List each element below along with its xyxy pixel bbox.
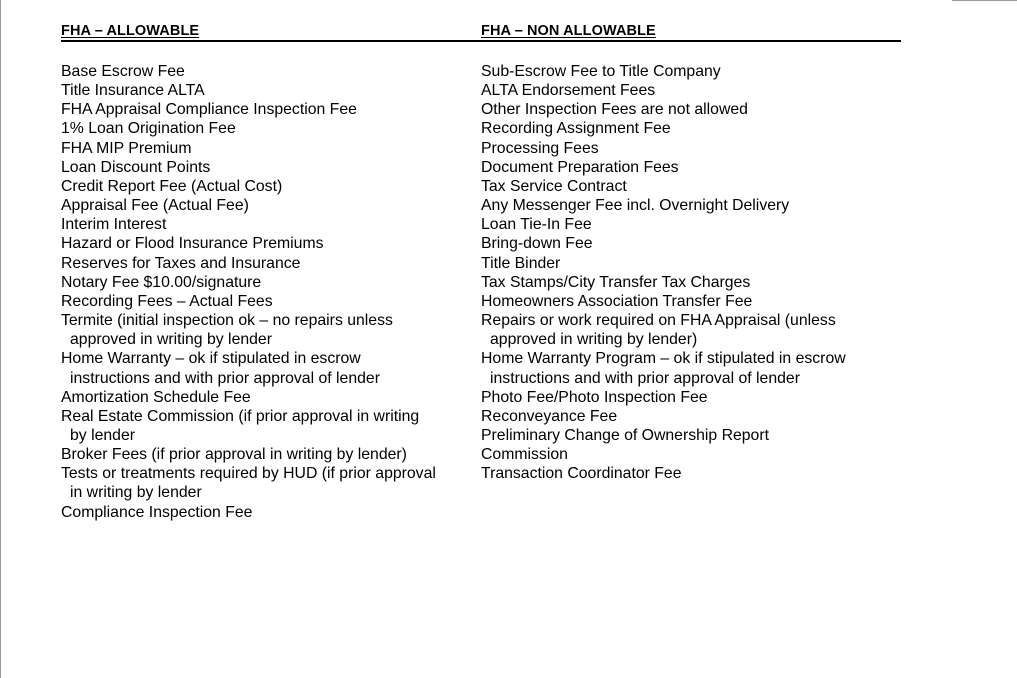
fee-item-continuation: in writing by lender <box>70 484 202 502</box>
fee-item <box>61 503 436 522</box>
fee-item <box>61 311 436 349</box>
non-allowable-fee-list <box>481 62 846 483</box>
fee-item-continuation: approved in writing by lender) <box>490 331 698 349</box>
fee-item <box>481 215 846 234</box>
allowable-fee-list <box>61 62 436 522</box>
fee-item-text: Credit Report Fee (Actual Cost) <box>61 177 283 195</box>
fee-item <box>61 100 436 119</box>
fee-item <box>481 254 846 273</box>
fee-item <box>481 445 846 464</box>
fee-item-text: Tax Service Contract <box>481 177 627 195</box>
fee-item <box>61 215 436 234</box>
fee-item <box>61 158 436 177</box>
fee-item <box>481 234 846 253</box>
fee-item <box>481 349 846 387</box>
fee-item-text: Title Binder <box>481 254 561 272</box>
fee-item <box>481 273 846 292</box>
fee-item <box>61 177 436 196</box>
allowable-heading: FHA – ALLOWABLE <box>61 23 200 39</box>
fee-item <box>61 81 436 100</box>
fee-item-text: Bring-down Fee <box>481 235 593 253</box>
fee-item <box>61 273 436 292</box>
fee-item <box>481 292 846 311</box>
fee-item-text: Sub-Escrow Fee to Title Company <box>481 63 721 80</box>
fee-item-text: Termite (initial inspection ok – no repairs unless <box>61 312 393 330</box>
fee-item-text: Commission <box>481 446 568 464</box>
fee-item <box>61 254 436 273</box>
fee-item-text: FHA Appraisal Compliance Inspection Fee <box>61 101 357 119</box>
fee-item <box>61 62 436 81</box>
fee-item-text: ALTA Endorsement Fees <box>481 82 656 100</box>
fee-item-text: Homeowners Association Transfer Fee <box>481 292 753 310</box>
fee-item <box>481 407 846 426</box>
fee-item-text: Processing Fees <box>481 139 599 157</box>
header-rule <box>61 40 901 42</box>
fee-item <box>61 464 436 502</box>
fee-item-text: Any Messenger Fee incl. Overnight Delivery <box>481 197 790 215</box>
fee-item-continuation: instructions and with prior approval of lender <box>70 369 380 387</box>
fee-item-text: Interim Interest <box>61 216 167 234</box>
fee-item-text: Photo Fee/Photo Inspection Fee <box>481 388 708 406</box>
page-edge-top <box>952 0 1017 1</box>
fee-item-continuation: by lender <box>70 426 135 444</box>
fee-item-text: Compliance Inspection Fee <box>61 503 253 521</box>
fee-item <box>61 196 436 215</box>
non-allowable-heading: FHA – NON ALLOWABLE <box>481 23 656 39</box>
fee-item <box>61 388 436 407</box>
fee-item-continuation: approved in writing by lender <box>70 331 272 349</box>
fee-item-text: Loan Tie-In Fee <box>481 216 592 234</box>
fee-item <box>481 81 846 100</box>
fee-item <box>481 158 846 177</box>
fee-item-text: Reconveyance Fee <box>481 407 618 425</box>
fee-item-text: Loan Discount Points <box>61 158 211 176</box>
fee-item-text: Real Estate Commission (if prior approval in writing <box>61 407 420 425</box>
page-edge-left <box>0 0 1 678</box>
fee-item <box>481 464 846 483</box>
fee-item-text: Home Warranty – ok if stipulated in escrow <box>61 350 361 368</box>
fee-item <box>61 234 436 253</box>
fee-item <box>481 177 846 196</box>
fee-item <box>61 292 436 311</box>
fee-item-text: FHA MIP Premium <box>61 139 192 157</box>
fee-item-text: Repairs or work required on FHA Appraisal (unless <box>481 312 836 330</box>
fee-item-text: Base Escrow Fee <box>61 63 185 80</box>
fee-item-text: Tax Stamps/City Transfer Tax Charges <box>481 273 751 291</box>
fee-item-text: Home Warranty Program – ok if stipulated in escrow <box>481 350 846 368</box>
fee-item <box>481 426 846 445</box>
fee-item-text: Reserves for Taxes and Insurance <box>61 254 301 272</box>
fee-item <box>61 445 436 464</box>
fee-item <box>481 196 846 215</box>
fee-item <box>61 119 436 138</box>
fee-item <box>481 388 846 407</box>
fee-item-text: Recording Fees – Actual Fees <box>61 292 273 310</box>
fee-item-text: Notary Fee $10.00/signature <box>61 273 262 291</box>
fee-item-text: Transaction Coordinator Fee <box>481 465 682 483</box>
fee-item <box>61 349 436 387</box>
fee-item-text: 1% Loan Origination Fee <box>61 120 236 138</box>
fee-item <box>481 139 846 158</box>
fee-item <box>481 100 846 119</box>
fee-item-text: Broker Fees (if prior approval in writing by lender) <box>61 446 407 464</box>
fee-item <box>481 311 846 349</box>
fee-item-text: Document Preparation Fees <box>481 158 679 176</box>
fee-item-text: Preliminary Change of Ownership Report <box>481 426 769 444</box>
fee-item <box>481 119 846 138</box>
fee-item-text: Amortization Schedule Fee <box>61 388 251 406</box>
fee-item-text: Tests or treatments required by HUD (if prior approval <box>61 465 436 483</box>
fee-item <box>61 139 436 158</box>
fee-item-text: Appraisal Fee (Actual Fee) <box>61 197 249 215</box>
fee-item-text: Hazard or Flood Insurance Premiums <box>61 235 324 253</box>
fee-item-continuation: instructions and with prior approval of lender <box>490 369 800 387</box>
fee-item <box>61 407 436 445</box>
fee-item-text: Other Inspection Fees are not allowed <box>481 101 748 119</box>
fee-item <box>481 62 846 81</box>
fee-item-text: Title Insurance ALTA <box>61 82 205 100</box>
fee-item-text: Recording Assignment Fee <box>481 120 671 138</box>
